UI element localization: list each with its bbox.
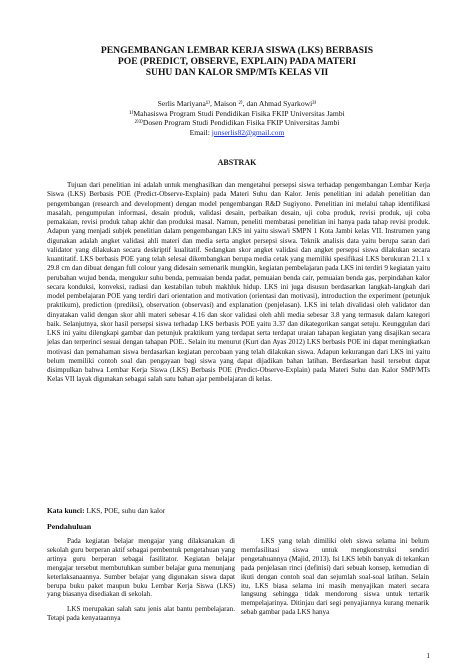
abstract-heading: ABSTRAK [217,158,257,167]
keywords-label: Kata kunci: [47,506,85,515]
title-line-1: PENGEMBANGAN LEMBAR KERJA SISWA (LKS) BERBASIS [100,45,374,56]
intro-paragraph-1: Pada kegiatan belajar mengajar yang dilaksanakan di sekolah guru berperan aktif sebagai pembentuk pengetahuan yang artinya guru berperan sebagai fasilitator. Kegiatan belajar mengajar tersebut membutuhkan sumber belajar guna menunjang keterlaksanaannya. Sumber belajar yang digunakan siswa dapat berupa buku paket maupun buku Lembar Kerja Siswa (LKS) yang biasanya disediakan di sekolah. [47,537,235,599]
abstract-text: Tujuan dari penelitian ini adalah untuk menghasilkan dan mengetahui persepsi siswa terhadap pengembangan Lembar Kerja Siswa (LKS) Berbasis POE (Predict-Observe-Explain) pada Materi Suhu dan Kalor. Jenis penelitian ini adalah penelitian dan pengembangan (research and development) dengan model pengembangan R&D Sugiyono. Penelitian ini melalui tahap identifikasi masalah, pengumpulan informasi, desain produk, validasi desain, perbaikan desain, uji coba produk, revisi produk, uji coba pemakaian, revisi produk tahap akhir dan produksi masal. Namun, peneliti membatasi penelitian ini hanya pada tahap revisi produk. Adapun yang menjadi subjek penelitian dalam pengembangan LKS ini yaitu siswa/i SMPN 1 Kota Jambi kelas VII. Instrumen yang digunakan adalah angket validasi ahli materi dan media serta angket persepsi siswa. Teknik analisis data yaitu berupa saran dari validator yang dilakukan secara deskriptif kualitatif. Sedangkan skor angket validasi dan angket persepsi siswa dilakukan secara kuantitatif. LKS berbasis POE yang telah selesai dikembangkan berupa media cetak yang memiliki spesifikasi LKS berukuran 21.1 x 29.8 cm dan dibuat dengan full colour yang didesain semenarik mungkin, kegiatan pembelajaran pada LKS ini terdiri 9 kegiatan yaitu perubahan wujud benda, mengukur suhu benda, pemuaian benda padat, pemuaian benda cair, pemuaian benda gas, perpindahan kalor secara konduksi, konveksi, radiasi dan kestabilan tubuh makhluk hidup. LKS ini juga disusun berdasarkan langkah-langkah dari model pembelajaran POE yang terdiri dari orientation and motivation (orientasi dan motivasi), introduction the experiment (petunjuk praktikum), prediction (prediksi), observation (observasi) and explanation (penjelasan). LKS ini telah divalidasi oleh validator dan dinyatakan valid dengan skor ahli materi sebesar 4.16 dan skor validasi oleh ahli media sebesar 3.8 yang termasuk dalam kategori baik. Selanjutnya, skor hasil persepsi siswa terhadap LKS berbasis POE yaitu 3.37 dan dikategorikan sangat setuju. Keunggulan dari LKS ini yaitu dilengkapi gambar dan petunjuk praktikum yang terdapat serta terdapat uraian tahapan kegiatan yang disajikan secara jelas dan terperinci sesuai dengan tahapan POE.. Selain itu menurut (Kurt dan Ayas 2012) LKS berbasis POE ini dapat meningkatkan motivasi dan pemahaman siswa berdasarkan kegiatan percobaan yang telah dilakukan siswa. Adapun kekurangan dari LKS ini yaitu belum memiliki contoh soal dan pengayaan bagi siswa yang dapat dijadikan bahan latihan. Berdasarkan hasil tersebut dapat disimpulkan bahwa Lembar Kerja Siswa (LKS) Berbasis POE (Predict-Observe-Explain) pada Materi Suhu dan Kalor SMP/MTs Kelas VII layak digunakan sebagai salah satu bahan ajar pembelajaran di kelas. [47,181,430,384]
paper-title [60,45,414,79]
title-line-3: SUHU DAN KALOR SMP/MTs KELAS VII [145,67,329,79]
email-label: Email: [189,127,212,137]
intro-paragraph-3: LKS yang telah dimiliki oleh siswa selama ini belum memfasilitasi siswa untuk mengkonstruksi sendiri pengetahuannya (Majid, 2013). Isi LKS lebih banyak di tekankan pada penjelasan rinci (definisi) dari sebuah konsep, kemudian di ikuti dengan contoh soal dan sejumlah soal-soal latihan. Selain itu, LKS biasa selama ini masih menyajikan materi secara langsung sehingga tidak mendorong siswa untuk tertarik mempelajarinya. Ditinjau dari segi penyajiannya kurang menarik sebab gambar pada LKS hanya [241,537,429,617]
affiliation-1: ¹⁾Mahasiswa Program Studi Pendidikan Fisika FKIP Universitas Jambi [129,108,345,118]
keywords-value: LKS, POE, suhu dan kalor [84,506,166,515]
email-link[interactable]: junserlis82@gmail.com [211,127,285,137]
email-line [60,128,414,138]
right-column [241,537,429,623]
affiliation-2: ²⁾³⁾Dosen Program Studi Pendidikan Fisika FKIP Universitas Jambi [134,118,340,128]
title-line-2: POE (PREDICT, OBSERVE, EXPLAIN) PADA MATERI [117,56,357,68]
author-names: Serlis Mariyana¹⁾, Maison ²⁾, dan Ahmad Syarkowi³⁾ [157,99,317,108]
intro-paragraph-2: LKS merupakan salah satu jenis alat bantu pembelajaran. Tetapi pada kenyataannya [47,605,235,623]
abstract-body [47,181,430,385]
left-column [47,537,235,629]
keywords-line [47,506,430,515]
page-number: 1 [426,652,430,660]
section-heading-introduction: Pendahuluan [47,522,92,531]
author-block [60,99,414,137]
